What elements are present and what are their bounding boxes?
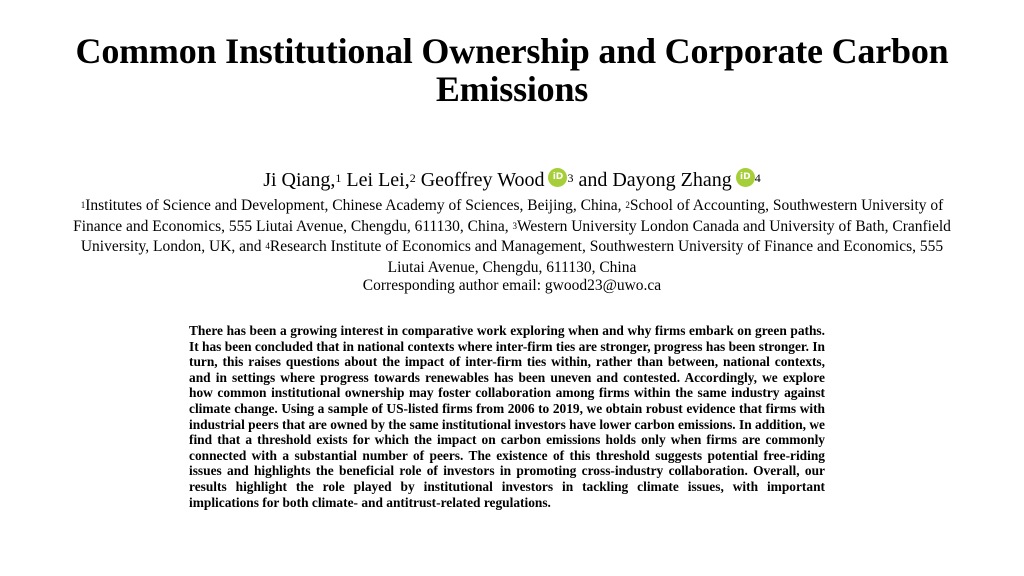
author-connector: and bbox=[578, 169, 608, 191]
affiliation-superscript: 3 bbox=[512, 220, 517, 231]
author-superscript: 4 bbox=[754, 171, 761, 185]
author-superscript: 3 bbox=[567, 171, 574, 185]
affiliation-superscript: 1 bbox=[80, 200, 86, 210]
orcid-icon[interactable]: iD bbox=[736, 168, 755, 187]
author-name: Dayong Zhang bbox=[612, 169, 732, 191]
author-list bbox=[0, 168, 1024, 192]
author-name: Ji Qiang, bbox=[263, 169, 336, 191]
abstract-text: There has been a growing interest in comparative work exploring when and why firms embark on green paths. It has been concluded that in national contexts where inter-firm ties are stronger, progress has been stronger. In turn, this raises questions about the impact of inter-firm ties within, rather than between, national contexts, and in settings where progress towards renewables has been uneven and contested. Accordingly, we explore how common institutional ownership may foster collaboration among firms within the same industry against climate change. Using a sample of US-listed firms from 2006 to 2019, we obtain robust evidence that firms with industrial peers that are owned by the same institutional investors have lower carbon emissions. In addition, we find that a threshold exists for which the impact on carbon emissions holds only when firms are commonly connected with a substantial number of peers. The existence of this threshold suggests potential free-riding issues and highlights the beneficial role of investors in promoting cross-industry collaboration. Overall, our results highlight the role played by institutional investors in tackling climate issues, with important implications for both climate- and antitrust-related regulations. bbox=[189, 323, 825, 510]
affiliations bbox=[70, 196, 954, 278]
paper-title: Common Institutional Ownership and Corporate Carbon Emissions bbox=[75, 31, 949, 109]
author-name: Lei Lei, bbox=[346, 169, 410, 191]
affiliation-superscript: 4 bbox=[265, 241, 270, 251]
author-superscript: 2 bbox=[409, 171, 416, 185]
author-superscript: 1 bbox=[335, 171, 342, 185]
orcid-icon[interactable]: iD bbox=[548, 168, 567, 187]
author-name: Geoffrey Wood bbox=[420, 169, 545, 191]
affiliation-text: Research Institute of Economics and Management, Southwestern University of Finance and Economics, 555 Liutai Avenue, Chengdu, 611130, China bbox=[269, 238, 944, 276]
affiliation-superscript: 2 bbox=[625, 200, 630, 210]
affiliation-text: Western University London Canada and University of Bath, Cranfield University, London, UK, and bbox=[80, 217, 951, 255]
affiliation-text: School of Accounting, Southwestern University of Finance and Economics, 555 Liutai Avenue, Chengdu, 611130, China, bbox=[73, 197, 944, 235]
corresponding-author-email: Corresponding author email: gwood23@uwo.ca bbox=[362, 277, 662, 294]
affiliation-text: Institutes of Science and Development, Chinese Academy of Sciences, Beijing, China, bbox=[85, 197, 626, 214]
